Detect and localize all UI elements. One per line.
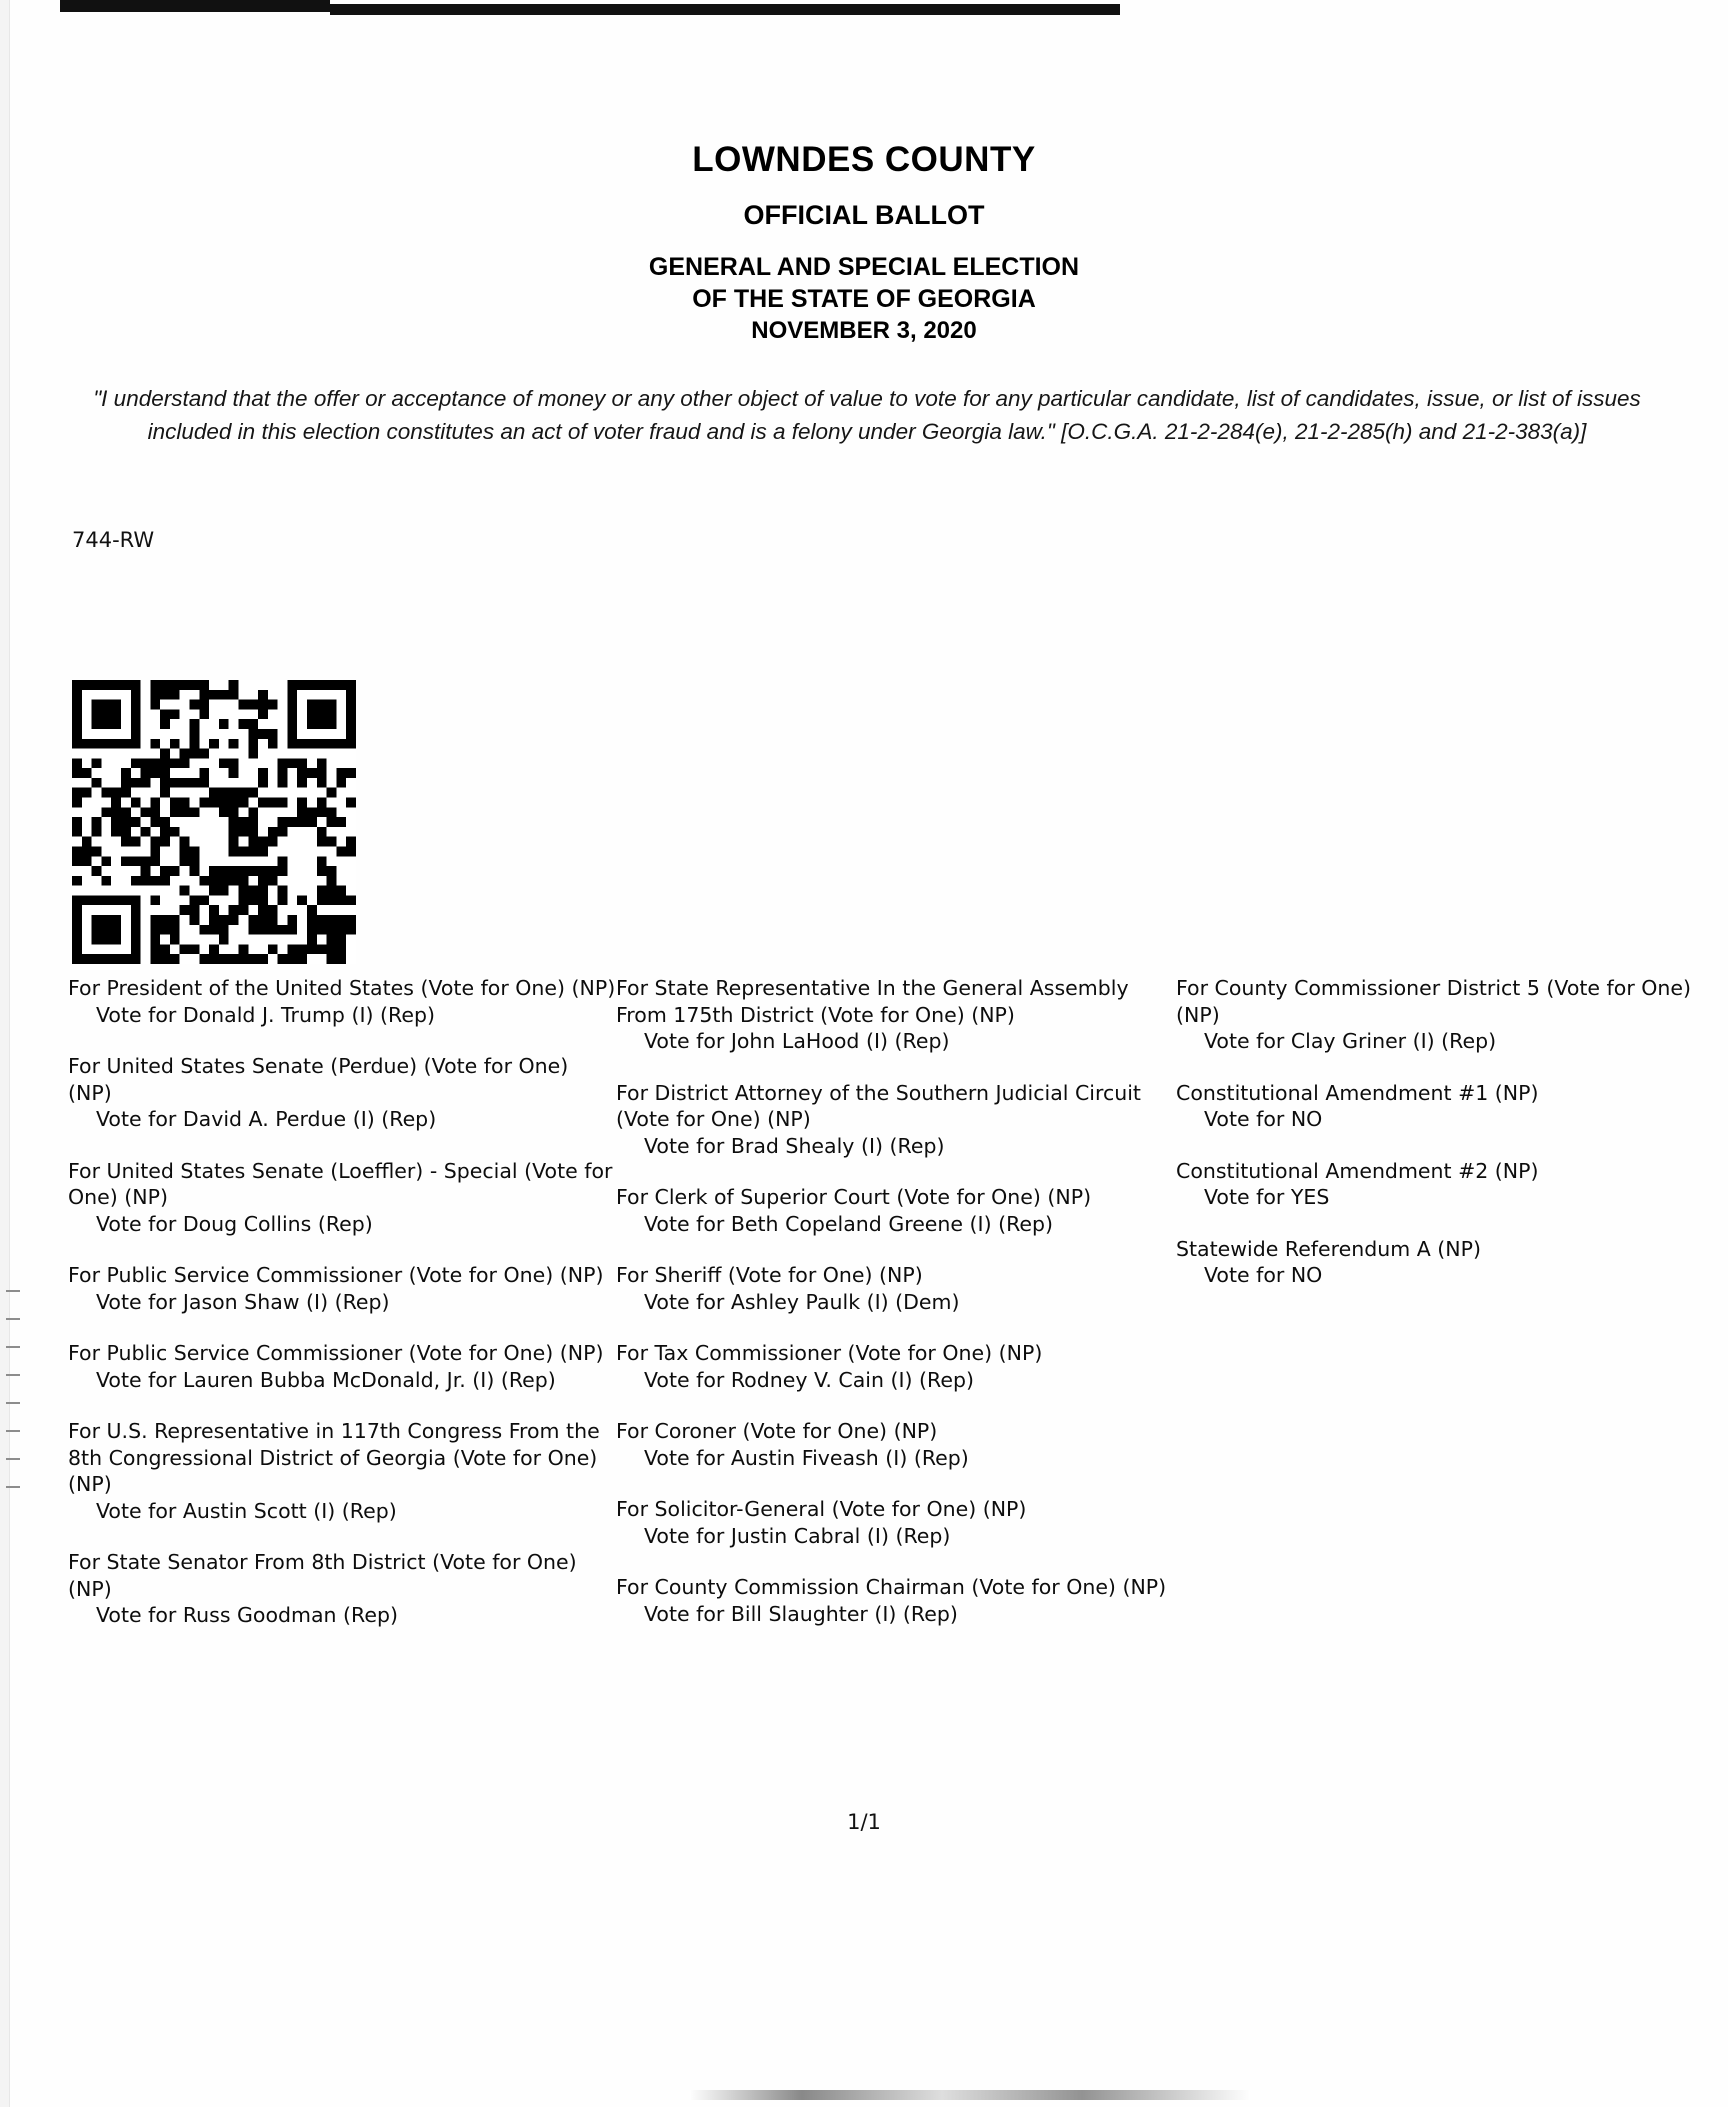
contest-column-3 <box>1176 975 1696 1289</box>
page-number: 1/1 <box>847 1810 881 1834</box>
scan-timing-bar-right <box>330 4 1120 15</box>
contest-title: Constitutional Amendment #1 (NP) <box>1176 1080 1539 1105</box>
contest-column-1 <box>68 975 616 1629</box>
contest-title: For United States Senate (Perdue) (Vote for One) (NP) <box>68 1054 569 1105</box>
scan-tick-marks <box>6 1290 20 1570</box>
contest-title: For Coroner (Vote for One) (NP) <box>616 1419 938 1443</box>
contest <box>616 1184 1176 1237</box>
contest-selection: Vote for Austin Fiveash (I) (Rep) <box>644 1445 969 1470</box>
contest-title: Statewide Referendum A (NP) <box>1176 1236 1481 1261</box>
contest <box>616 1080 1176 1160</box>
contest-title: For United States Senate (Loeffler) - Special (Vote for One) (NP) <box>68 1158 613 1209</box>
contest <box>616 1340 1176 1393</box>
contest-selection: Vote for Bill Slaughter (I) (Rep) <box>644 1601 958 1626</box>
contest-selection: Vote for NO <box>1204 1107 1323 1131</box>
contest-selection: Vote for Rodney V. Cain (I) (Rep) <box>644 1367 974 1392</box>
contest-selection: Vote for Clay Griner (I) (Rep) <box>1204 1029 1497 1053</box>
contest <box>68 1262 616 1315</box>
contest-column-2 <box>616 975 1176 1627</box>
election-date: NOVEMBER 3, 2020 <box>751 317 977 344</box>
contest-title: For Public Service Commissioner (Vote for One) (NP) <box>68 1263 604 1287</box>
contest-selection: Vote for Justin Cabral (I) (Rep) <box>644 1523 951 1548</box>
contest-selection: Vote for Russ Goodman (Rep) <box>96 1603 399 1627</box>
contest-selection: Vote for Ashley Paulk (I) (Dem) <box>644 1289 960 1314</box>
contest <box>68 975 616 1028</box>
contest <box>68 1340 616 1393</box>
contest-title: For Solicitor-General (Vote for One) (NP) <box>616 1497 1027 1521</box>
qr-code-canvas <box>72 680 356 964</box>
contest <box>1176 1080 1696 1133</box>
contest <box>1176 975 1696 1055</box>
contest <box>1176 1236 1696 1289</box>
contest-title: For District Attorney of the Southern Judicial Circuit (Vote for One) (NP) <box>616 1080 1141 1131</box>
contest-title: For U.S. Representative in 117th Congress From the 8th Congressional District of Georgia (Vote for One) (NP) <box>68 1419 600 1496</box>
contest-selection: Vote for Lauren Bubba McDonald, Jr. (I) (Rep) <box>96 1367 556 1392</box>
contest-selection: Vote for NO <box>1204 1263 1323 1287</box>
contest <box>616 975 1176 1055</box>
election-title-line1: GENERAL AND SPECIAL ELECTION <box>648 253 1080 281</box>
contest-selection: Vote for Donald J. Trump (I) (Rep) <box>96 1002 435 1027</box>
scan-timing-bar-left <box>60 0 330 12</box>
contest-title: Constitutional Amendment #2 (NP) <box>1176 1158 1539 1183</box>
contest-title: For State Senator From 8th District (Vote for One) (NP) <box>68 1550 577 1601</box>
contest-title: For Tax Commissioner (Vote for One) (NP) <box>616 1341 1043 1365</box>
contest-title: For State Representative In the General Assembly From 175th District (Vote for One) (NP) <box>616 976 1129 1027</box>
contest <box>1176 1158 1696 1211</box>
contest-title: For County Commission Chairman (Vote for One) (NP) <box>616 1575 1167 1599</box>
contest <box>616 1262 1176 1315</box>
contest-selection: Vote for John LaHood (I) (Rep) <box>644 1029 950 1053</box>
voter-oath-text: "I understand that the offer or acceptance of money or any other object of value to vote for any particular candidate, list of candidates, issue, or list of issues included in this election constitutes an act of voter fraud and is a felony under Georgia law." [O.C.G.A. 21-2-284(e), 21-2-285(h) and 21-2-383(a)] <box>93 386 1641 444</box>
contest-selection: Vote for Jason Shaw (I) (Rep) <box>96 1289 390 1314</box>
contest-selection: Vote for Brad Shealy (I) (Rep) <box>644 1133 945 1158</box>
contest-title: For Clerk of Superior Court (Vote for One) (NP) <box>616 1185 1092 1209</box>
contest-selection: Vote for Beth Copeland Greene (I) (Rep) <box>644 1211 1054 1236</box>
contest <box>616 1496 1176 1549</box>
contest-selection: Vote for Doug Collins (Rep) <box>96 1211 373 1236</box>
contest-title: For President of the United States (Vote for One) (NP) <box>68 976 616 1000</box>
contest <box>68 1053 616 1133</box>
contest-selection: Vote for David A. Perdue (I) (Rep) <box>96 1107 437 1131</box>
county-title: LOWNDES COUNTY <box>692 140 1036 179</box>
contest <box>68 1158 616 1238</box>
contest <box>68 1418 616 1524</box>
official-ballot-title: OFFICIAL BALLOT <box>743 200 985 230</box>
contest-selection: Vote for Austin Scott (I) (Rep) <box>96 1498 397 1523</box>
contest <box>616 1418 1176 1471</box>
scan-artifact-bottom <box>690 2090 1250 2100</box>
ballot-style-id: 744-RW <box>72 528 155 552</box>
election-title-line2: OF THE STATE OF GEORGIA <box>692 285 1036 313</box>
contest-title: For Public Service Commissioner (Vote for One) (NP) <box>68 1341 604 1365</box>
contest <box>68 1549 616 1629</box>
contest-selection: Vote for YES <box>1204 1185 1330 1209</box>
contest <box>616 1574 1176 1627</box>
contest-title: For County Commissioner District 5 (Vote for One) (NP) <box>1176 976 1692 1027</box>
contest-title: For Sheriff (Vote for One) (NP) <box>616 1263 923 1287</box>
qr-code <box>72 680 356 964</box>
